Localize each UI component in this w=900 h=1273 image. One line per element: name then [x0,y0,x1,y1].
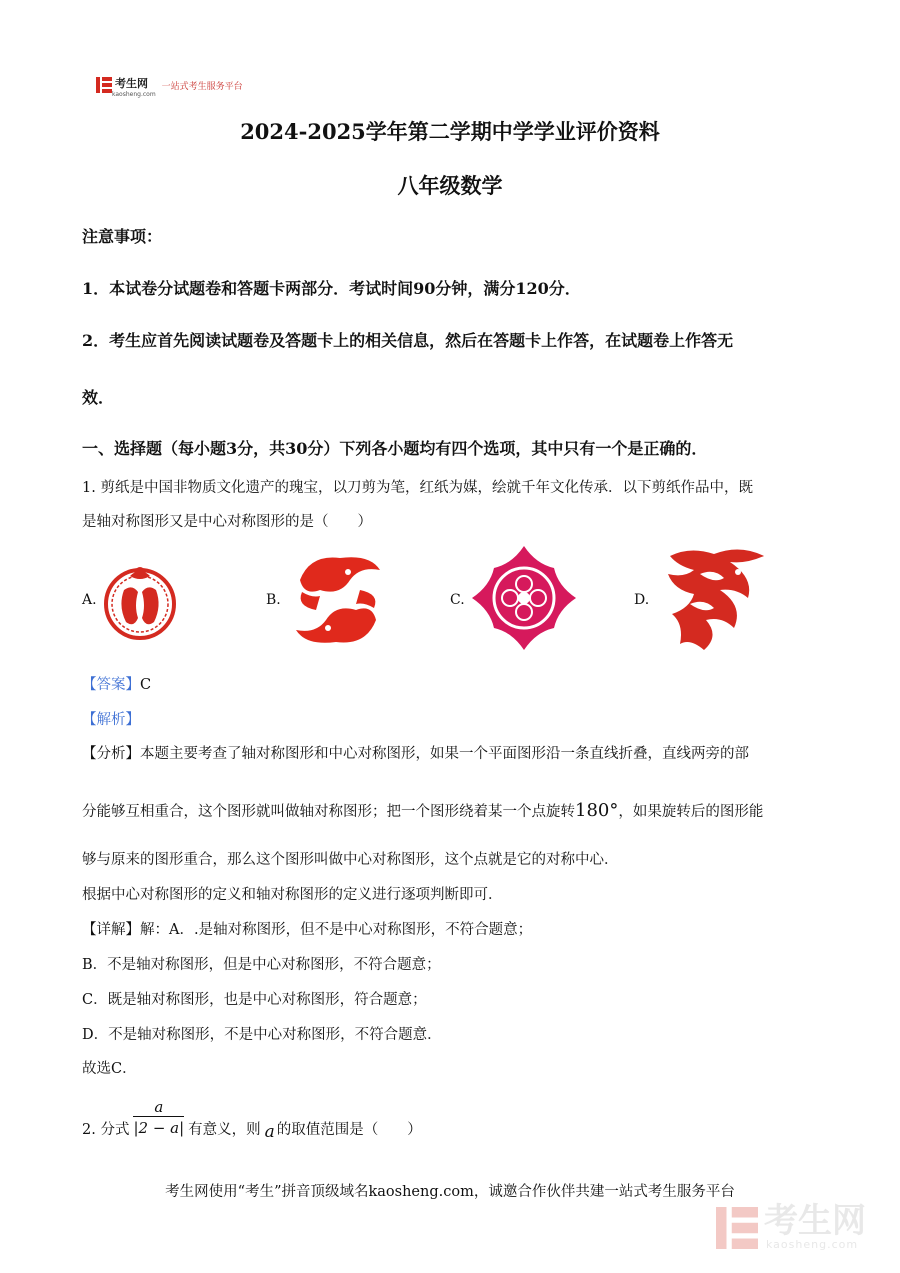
analysis-line-2a: 分能够互相重合，这个图形就叫做轴对称图形；把一个图形绕着某一个点旋转 [82,804,575,820]
option-c-label: C. [450,592,465,608]
paper-cut-twin-fish-image [290,550,386,650]
option-d-label: D. [634,592,650,608]
notes-heading: 注意事项： [82,227,163,246]
document-subtitle: 八年级数学 [397,173,503,198]
fraction-numerator: a [154,1097,164,1116]
q1-text-line-2: 是轴对称图形又是中心对称图形的是（ ） [82,514,372,530]
analysis-line-2b: ，如果旋转后的图形能 [618,804,764,820]
footer-text: 考生网使用“考生”拼音顶级域名kaosheng.com，诚邀合作伙伴共建一站式考生服务平台 [165,1184,735,1200]
answer-tag: 【答案】 [82,677,140,693]
q1-text-line-1: 1. 剪纸是中国非物质文化遗产的瑰宝，以刀剪为笔，红纸为媒，绘就千年文化传承．以下剪纸作品中，既 [82,480,753,496]
paper-cut-dragon-image [660,544,770,654]
detail-line-2: B．不是轴对称图形，但是中心对称图形，不符合题意； [82,957,441,973]
logo-domain: kaosheng.com [112,91,156,98]
analysis-line-4: 根据中心对称图形的定义和轴对称图形的定义进行逐项判断即可． [82,887,503,903]
document-title: 2024-2025学年第二学期中学学业评价资料 [240,119,660,144]
q1-conclusion: 故选C． [82,1061,137,1077]
header-logo [96,72,243,98]
watermark-logo-icon [716,1207,758,1249]
q2-prefix: 2. 分式 [82,1121,130,1138]
rotation-degree: 180° [575,800,619,821]
analysis-line-3: 够与原来的图形重合，那么这个图形叫做中心对称图形，这个点就是它的对称中心． [82,852,619,868]
notes-item-2-line-1: 2．考生应首先阅读试题卷及答题卡上的相关信息，然后在答题卡上作答，在试题卷上作答无 [82,331,734,350]
analysis-line-1: 【分析】本题主要考查了轴对称图形和中心对称图形，如果一个平面图形沿一条直线折叠，直线两旁的部 [82,746,749,762]
q2-suffix: 的取值范围是（ ） [276,1121,422,1138]
watermark [716,1201,866,1251]
kaosheng-logo-icon [96,77,112,93]
logo-text [112,72,156,98]
paper-cut-fish-circle-image [104,562,176,642]
q2-middle: 有意义，则 [188,1121,261,1138]
detail-line-1: 【详解】解：A．.是轴对称图形，但不是中心对称图形，不符合题意； [82,922,533,938]
option-b-label: B. [266,592,281,608]
watermark-name: 考生网 [764,1201,866,1241]
detail-line-3: C．既是轴对称图形，也是中心对称图形，符合题意； [82,992,427,1008]
q2-variable: a [264,1122,275,1142]
logo-name: 考生网 [115,77,148,90]
q2-fraction [133,1098,184,1137]
answer-value: C [140,677,152,693]
watermark-domain: kaosheng.com [766,1238,859,1251]
fraction-denominator: |2 − a| [133,1116,184,1137]
notes-item-1: 1．本试卷分试题卷和答题卡两部分．考试时间90分钟，满分120分． [82,279,581,298]
analysis-tag: 【解析】 [82,712,140,728]
detail-line-4: D．不是轴对称图形，不是中心对称图形，不符合题意． [82,1027,442,1043]
logo-slogan: 一站式考生服务平台 [161,81,243,92]
paper-cut-flower-medallion-image [470,544,578,652]
analysis-line-2 [82,800,763,821]
q1-answer [82,673,151,694]
option-a-label: A. [82,592,97,608]
watermark-text [758,1201,866,1251]
notes-item-2-line-2: 效． [82,388,115,407]
q2-text [82,1092,422,1142]
section-1-heading: 一、选择题（每小题3分，共30分）下列各小题均有四个选项，其中只有一个是正确的． [82,439,708,458]
q1-options [82,540,802,660]
